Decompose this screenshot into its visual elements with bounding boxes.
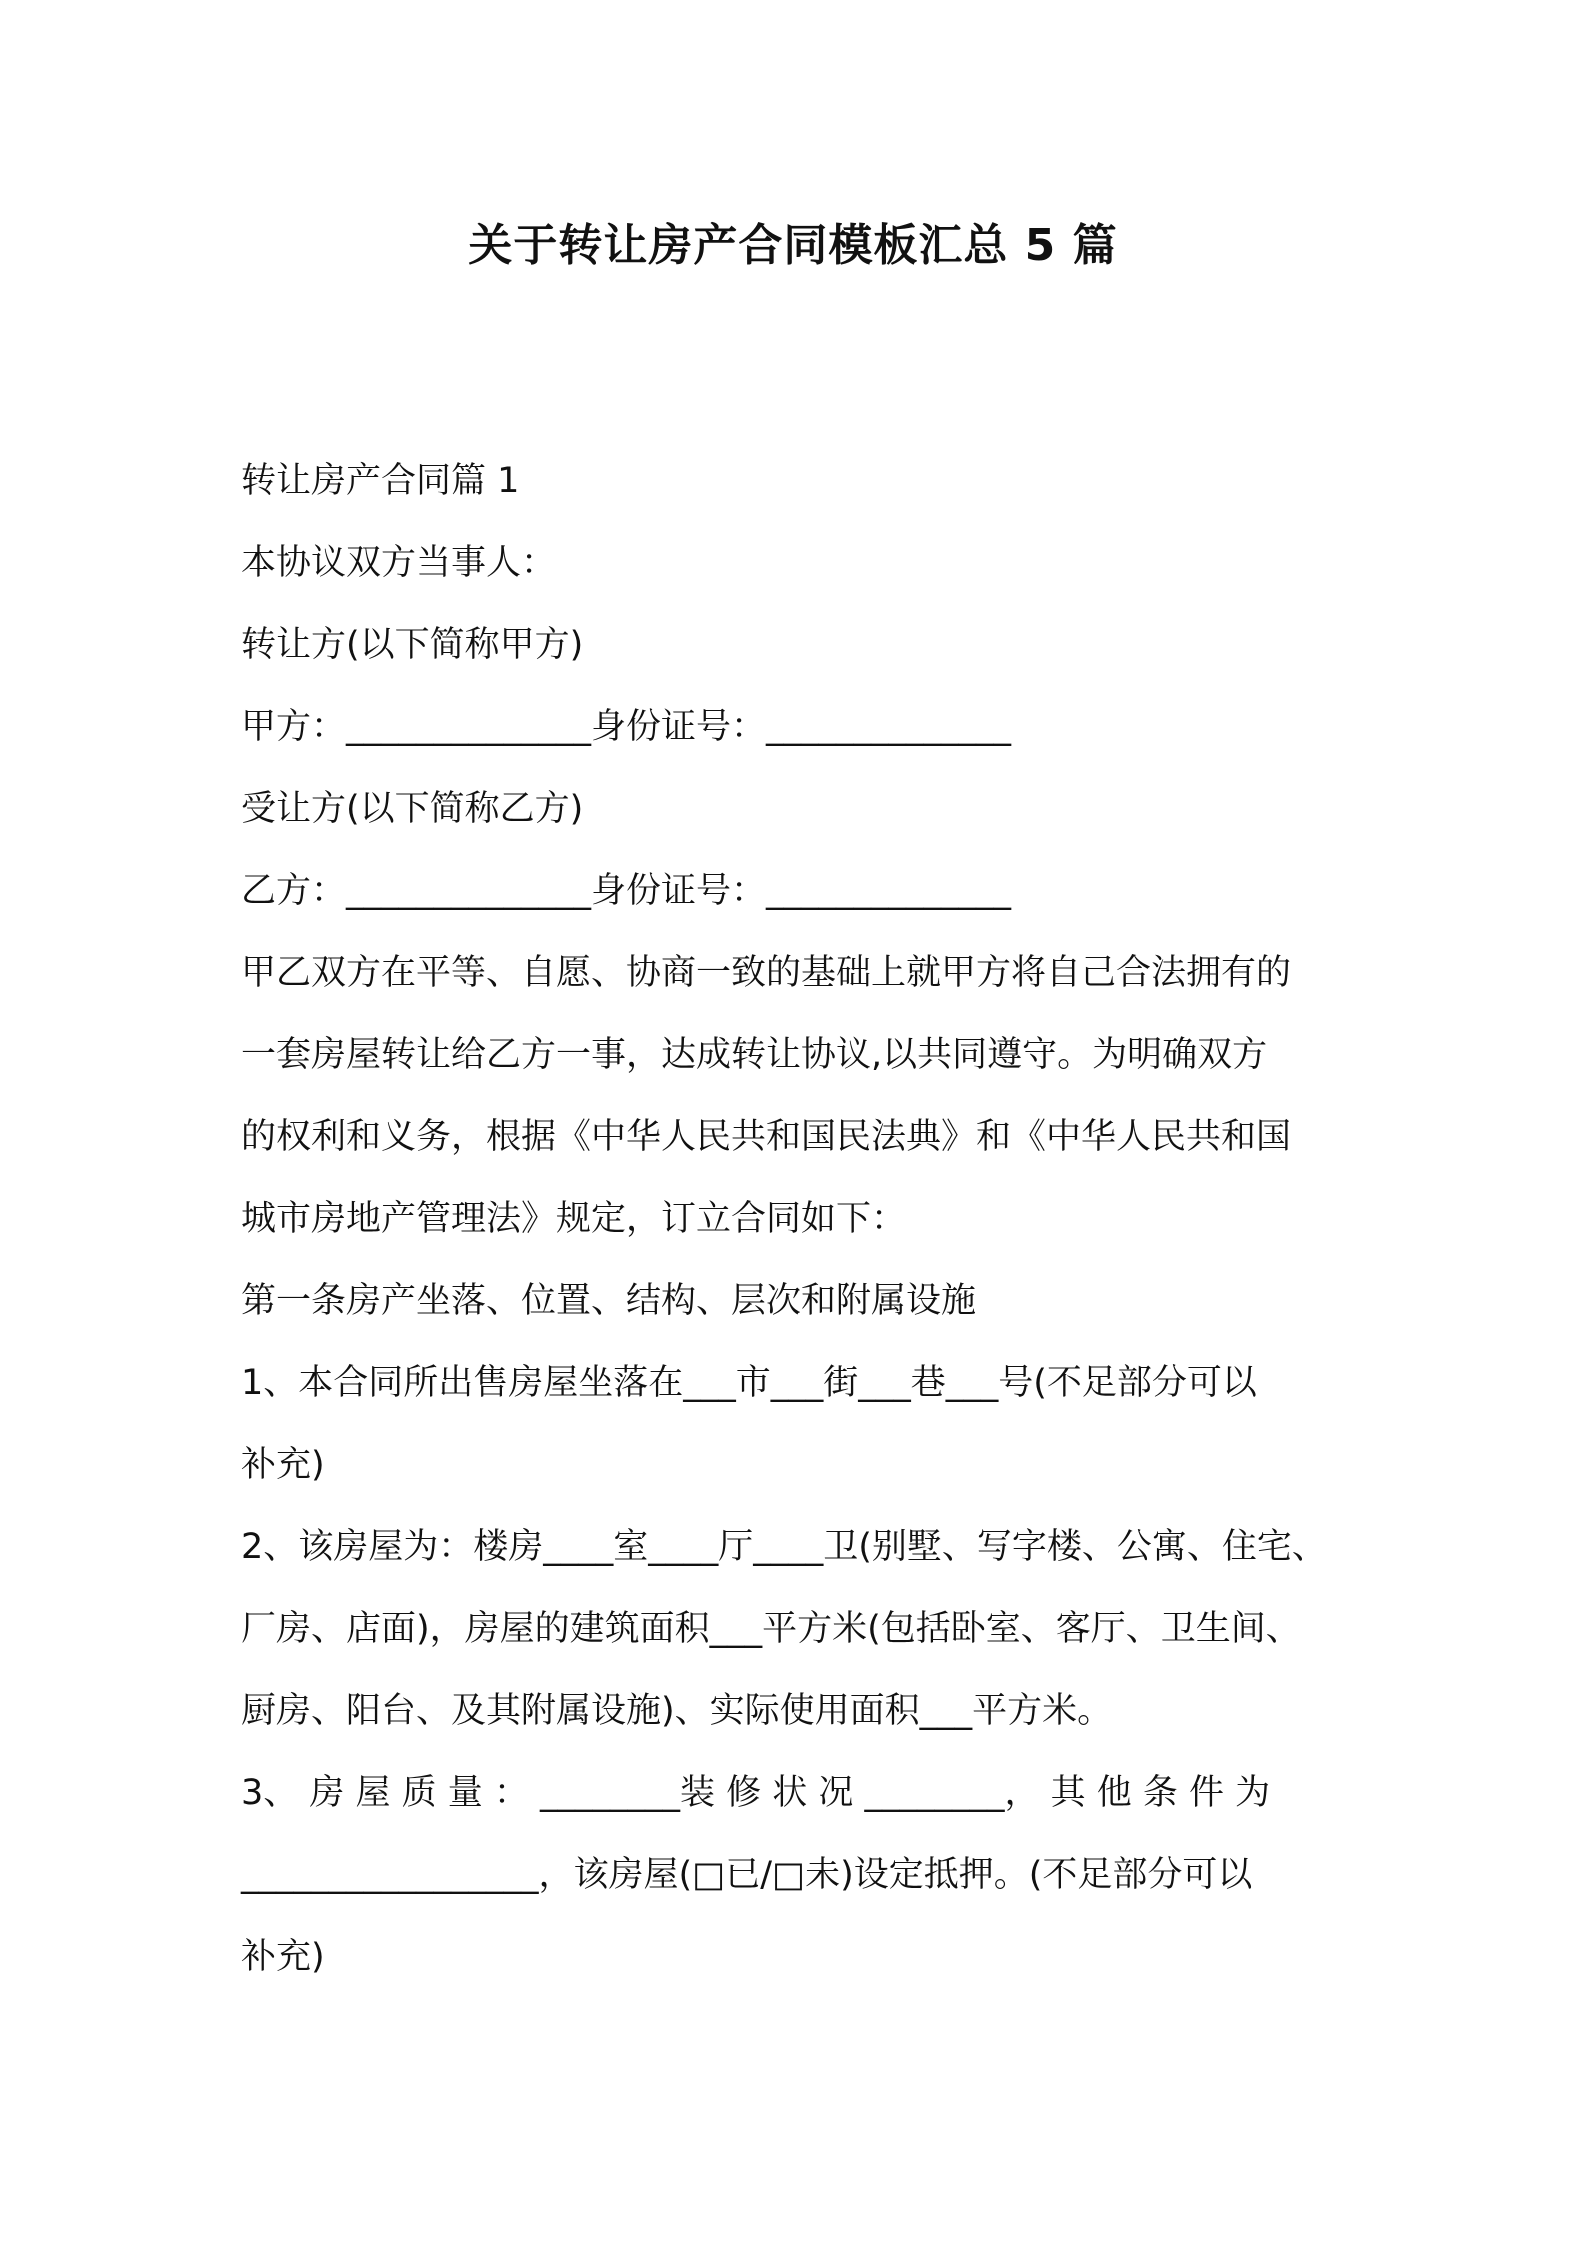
parties-intro: 本协议双方当事人： [241,543,557,583]
clause-2-line-1: 2、该房屋为：楼房____室____厅____卫(别墅、写字楼、公寓、住宅、 [241,1527,1327,1567]
transferor-label: 转让方(以下简称甲方) [241,625,584,665]
preamble-line-3: 的权利和义务，根据《中华人民共和国民法典》和《中华人民共和国 [241,1117,1292,1157]
clause-2-line-2: 厂房、店面)，房屋的建筑面积___平方米(包括卧室、客厅、卫生间、 [241,1609,1301,1649]
article-1-heading: 第一条房产坐落、位置、结构、层次和附属设施 [241,1281,977,1321]
document-title: 关于转让房产合同模板汇总 5 篇 [468,220,1118,271]
preamble-line-1: 甲乙双方在平等、自愿、协商一致的基础上就甲方将自己合法拥有的 [241,953,1292,993]
transferee-label: 受让方(以下简称乙方) [241,789,584,829]
party-b-line: 乙方：______________身份证号：______________ [241,871,1012,911]
party-a-line: 甲方：______________身份证号：______________ [241,707,1012,747]
clause-1-line-2: 补充) [241,1445,325,1485]
clause-1-line-1: 1、本合同所出售房屋坐落在___市___街___巷___号(不足部分可以 [241,1363,1257,1403]
preamble-line-2: 一套房屋转让给乙方一事，达成转让协议,以共同遵守。为明确双方 [241,1035,1268,1075]
clause-2-line-3: 厨房、阳台、及其附属设施)、实际使用面积___平方米。 [241,1691,1113,1731]
section-heading: 转让房产合同篇 1 [241,461,520,501]
clause-3-line-1: 3、 房 屋 质 量 ： ________装 修 状 况 ________， 其 他 条 件 为 [241,1773,1271,1813]
preamble-line-4: 城市房地产管理法》规定，订立合同如下： [241,1199,907,1239]
clause-3-line-3: 补充) [241,1937,325,1977]
clause-3-line-2: _________________，该房屋(□已/□未)设定抵押。(不足部分可以 [241,1855,1253,1895]
